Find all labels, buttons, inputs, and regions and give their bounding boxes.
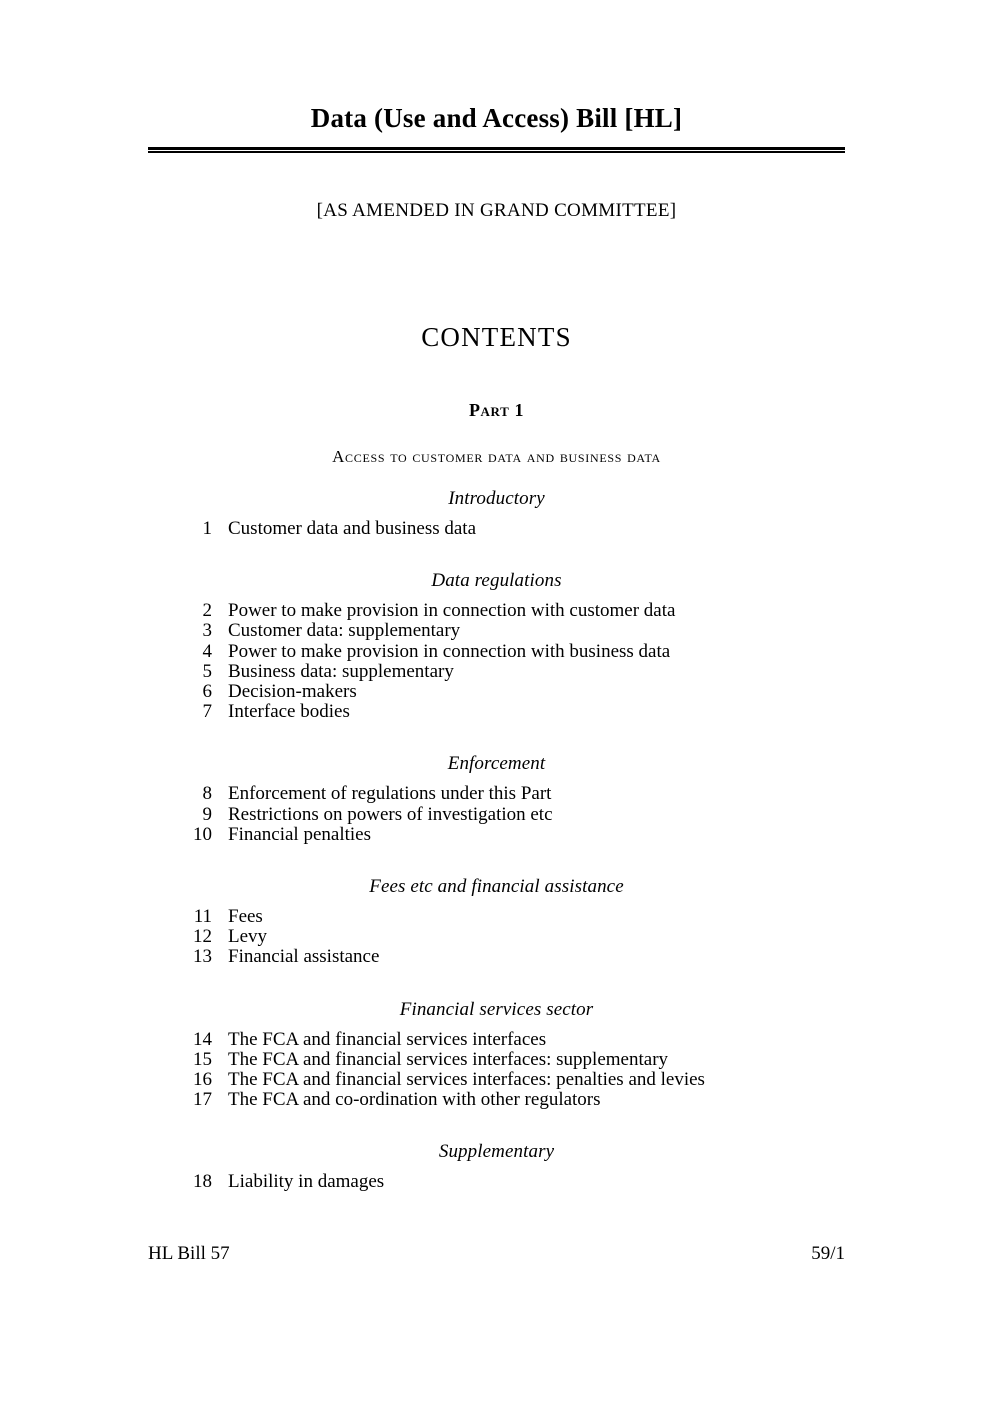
toc-group bbox=[148, 488, 845, 539]
toc-entry-label: Power to make provision in connection with business data bbox=[228, 640, 671, 662]
toc-entry-number: 13 bbox=[193, 946, 212, 968]
toc-entry-label: Liability in damages bbox=[228, 1171, 385, 1193]
toc-entry[interactable] bbox=[148, 1090, 845, 1110]
footer-page-reference: 59/1 bbox=[811, 1243, 845, 1264]
toc-entry-label: Power to make provision in connection with customer data bbox=[228, 600, 676, 622]
toc-entry[interactable] bbox=[148, 927, 845, 947]
toc-group bbox=[148, 1141, 845, 1192]
toc-entry-number: 17 bbox=[193, 1089, 212, 1111]
toc-group bbox=[148, 999, 845, 1111]
toc-entry[interactable] bbox=[148, 1050, 845, 1070]
toc-entry[interactable] bbox=[148, 1030, 845, 1050]
toc-entry-number: 12 bbox=[193, 926, 212, 948]
toc-group bbox=[148, 876, 845, 968]
toc-entry[interactable] bbox=[148, 947, 845, 967]
toc-entry-number: 11 bbox=[193, 906, 212, 928]
toc-entry-label: Customer data: supplementary bbox=[228, 620, 461, 642]
page-title: Data (Use and Access) Bill [HL] bbox=[310, 103, 683, 133]
toc-entry[interactable] bbox=[148, 825, 845, 845]
toc-entry[interactable] bbox=[148, 519, 845, 539]
toc-entry-number: 6 bbox=[202, 681, 212, 703]
toc-entry-label: Decision-makers bbox=[228, 681, 357, 703]
part-number: Part 1 bbox=[468, 400, 525, 420]
contents-heading: CONTENTS bbox=[421, 322, 572, 352]
footer-bill-reference: HL Bill 57 bbox=[148, 1243, 230, 1264]
part-heading-block bbox=[148, 400, 845, 467]
toc-entry-label: Fees bbox=[228, 906, 263, 928]
toc-entry-label: Interface bodies bbox=[228, 701, 350, 723]
toc-entry-number: 3 bbox=[202, 620, 212, 642]
toc-entry-number: 14 bbox=[193, 1028, 212, 1050]
toc-entry-number: 15 bbox=[193, 1048, 212, 1070]
toc-entry[interactable] bbox=[148, 1172, 845, 1192]
toc-group-heading: Supplementary bbox=[438, 1141, 555, 1163]
part-title: Access to customer data and business data bbox=[332, 447, 661, 466]
toc-entry-label: Financial penalties bbox=[228, 823, 371, 845]
toc-group-heading: Introductory bbox=[448, 488, 545, 509]
toc-entry-number: 16 bbox=[193, 1069, 212, 1091]
toc-entry-number: 4 bbox=[202, 640, 212, 662]
toc-entry[interactable] bbox=[148, 907, 845, 927]
toc-entry-label: The FCA and co-ordination with other regulators bbox=[228, 1089, 601, 1111]
toc-group-heading: Data regulations bbox=[431, 570, 562, 592]
toc-group-heading: Enforcement bbox=[447, 753, 546, 775]
toc-group bbox=[148, 753, 845, 845]
toc-entry-label: The FCA and financial services interfaces: penalties and levies bbox=[228, 1069, 705, 1091]
toc-entry[interactable] bbox=[148, 601, 845, 621]
toc-entry-number: 5 bbox=[202, 660, 212, 682]
toc-entry-number: 9 bbox=[202, 803, 212, 825]
toc-entry-label: The FCA and financial services interfaces bbox=[228, 1028, 547, 1050]
toc-entry[interactable] bbox=[148, 642, 845, 662]
toc-entry-label: Customer data and business data bbox=[228, 518, 477, 539]
table-of-contents bbox=[148, 488, 845, 1193]
toc-entry[interactable] bbox=[148, 805, 845, 825]
toc-entry-label: Enforcement of regulations under this Part bbox=[228, 783, 552, 805]
toc-entry[interactable] bbox=[148, 784, 845, 804]
toc-entry-label: Levy bbox=[228, 926, 268, 948]
toc-entry-number: 10 bbox=[193, 823, 212, 845]
toc-entry[interactable] bbox=[148, 682, 845, 702]
toc-entry-label: Business data: supplementary bbox=[228, 660, 454, 682]
toc-entry-label: Restrictions on powers of investigation etc bbox=[228, 803, 553, 825]
toc-entry[interactable] bbox=[148, 702, 845, 722]
toc-entry[interactable] bbox=[148, 1070, 845, 1090]
toc-group-heading: Financial services sector bbox=[399, 998, 594, 1020]
page-footer bbox=[148, 1243, 845, 1265]
amendment-note: [AS AMENDED IN GRAND COMMITTEE] bbox=[316, 200, 677, 221]
toc-entry[interactable] bbox=[148, 662, 845, 682]
toc-entry-number: 1 bbox=[202, 518, 212, 539]
toc-group bbox=[148, 570, 845, 722]
toc-entry-label: Financial assistance bbox=[228, 946, 380, 968]
title-double-rule bbox=[148, 147, 845, 153]
toc-entry-number: 18 bbox=[193, 1171, 212, 1193]
rule-thin bbox=[148, 151, 845, 153]
toc-entry-label: The FCA and financial services interfaces: supplementary bbox=[228, 1048, 669, 1070]
toc-group-heading: Fees etc and financial assistance bbox=[369, 876, 624, 898]
toc-entry-number: 7 bbox=[202, 701, 212, 723]
toc-entry-number: 8 bbox=[202, 783, 212, 805]
toc-entry[interactable] bbox=[148, 621, 845, 641]
toc-entry-number: 2 bbox=[202, 600, 212, 622]
